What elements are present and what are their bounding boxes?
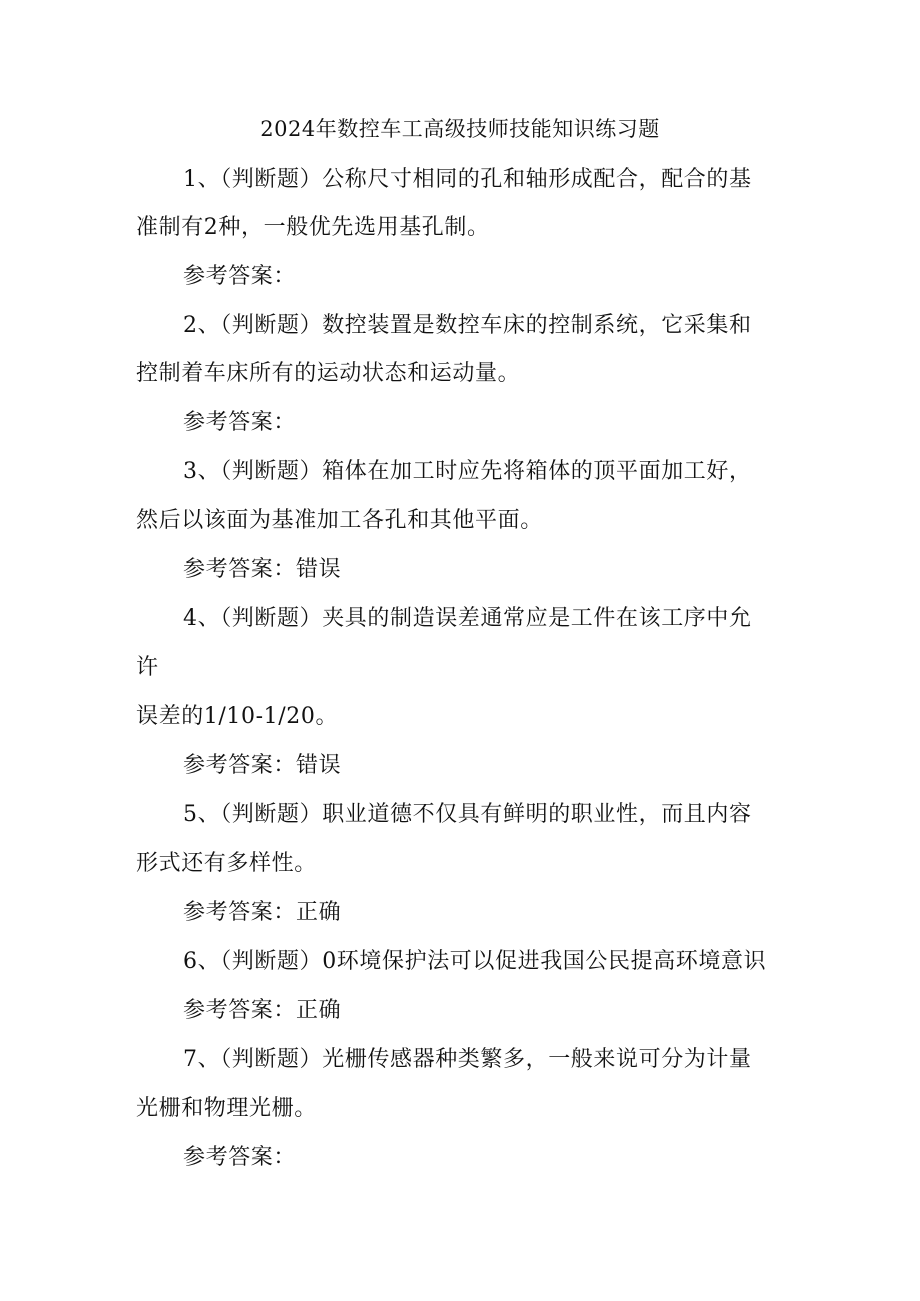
question-7-answer: 参考答案： <box>183 1145 297 1170</box>
question-4-line-2: 许 <box>136 655 159 680</box>
question-2-answer: 参考答案： <box>183 410 297 435</box>
question-6-line-1: 6、（判断题）0环境保护法可以促进我国公民提高环境意识 <box>183 949 767 974</box>
question-1-answer: 参考答案： <box>183 264 297 289</box>
document-title: 2024年数控车工高级技师技能知识练习题 <box>260 117 660 141</box>
question-3-line-2: 然后以该面为基准加工各孔和其他平面。 <box>136 508 543 533</box>
question-4-line-3: 误差的1/10-1/20。 <box>136 704 339 729</box>
question-6-answer: 参考答案：正确 <box>183 998 342 1023</box>
question-3-answer: 参考答案：错误 <box>183 557 342 582</box>
question-5-line-2: 形式还有多样性。 <box>136 851 317 876</box>
question-7-line-2: 光栅和物理光栅。 <box>136 1096 317 1121</box>
question-3-line-1: 3、（判断题）箱体在加工时应先将箱体的顶平面加工好， <box>183 459 752 484</box>
question-1-line-2: 准制有2种，一般优先选用基孔制。 <box>136 215 490 240</box>
question-7-line-1: 7、（判断题）光栅传感器种类繁多，一般来说可分为计量 <box>183 1047 752 1072</box>
question-5-line-1: 5、（判断题）职业道德不仅具有鲜明的职业性，而且内容 <box>183 802 752 827</box>
question-2-line-2: 控制着车床所有的运动状态和运动量。 <box>136 361 521 386</box>
question-5-answer: 参考答案：正确 <box>183 900 342 925</box>
question-4-answer: 参考答案：错误 <box>183 753 342 778</box>
question-4-line-1: 4、（判断题）夹具的制造误差通常应是工件在该工序中允 <box>183 606 752 631</box>
question-2-line-1: 2、（判断题）数控装置是数控车床的控制系统，它采集和 <box>183 313 752 338</box>
question-1-line-1: 1、（判断题）公称尺寸相同的孔和轴形成配合，配合的基 <box>183 167 752 192</box>
